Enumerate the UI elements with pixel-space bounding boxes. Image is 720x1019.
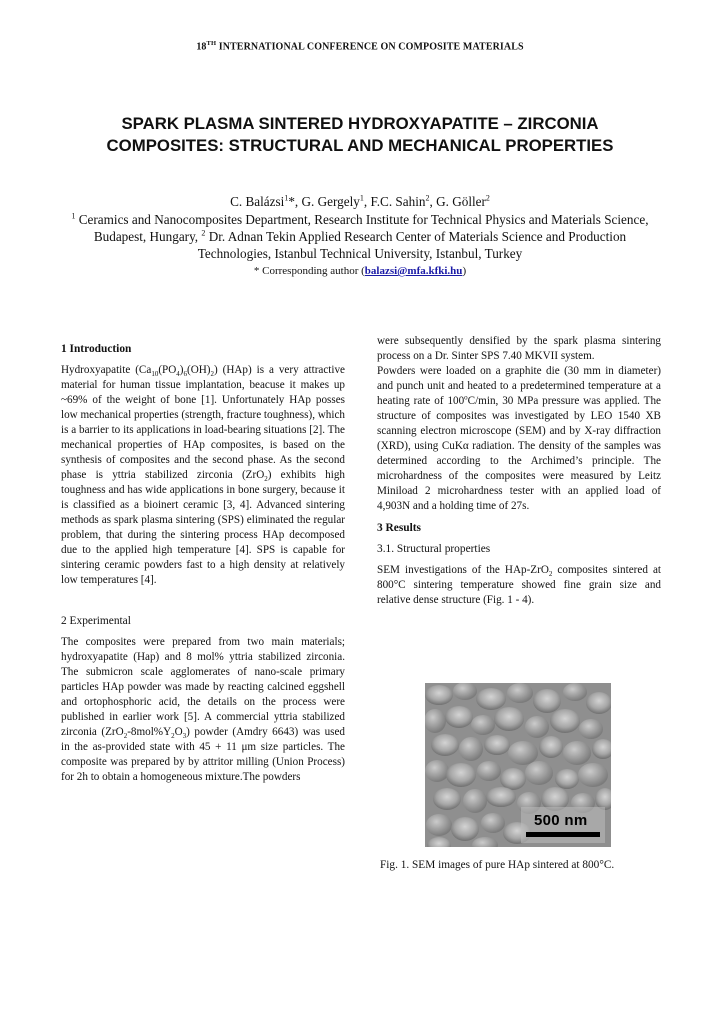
figure-caption: Fig. 1. SEM images of pure HAp sintered at 800°C. bbox=[380, 859, 615, 871]
affiliation-marker: 2 bbox=[485, 193, 490, 203]
author-name: C. Balázsi bbox=[230, 194, 285, 209]
author-name: , G. Göller bbox=[429, 194, 486, 209]
section-heading-results: 3 Results bbox=[377, 522, 421, 534]
author-name: G. Gergely bbox=[301, 194, 360, 209]
author-name: , F.C. Sahin bbox=[363, 194, 426, 209]
affiliation-marker: 2 bbox=[425, 193, 430, 203]
section-heading-experimental: 2 Experimental bbox=[61, 615, 131, 627]
results-paragraph: SEM investigations of the HAp-ZrO$_2$ composites sintered at 800°C sintering temperature showed fine grain size and relative dense structure (Fig. 1 - 4). bbox=[377, 564, 661, 606]
section-heading-introduction: 1 Introduction bbox=[61, 343, 132, 355]
affiliation-marker: 1 bbox=[284, 193, 289, 203]
author-block bbox=[60, 193, 660, 280]
affiliation-marker: 1 bbox=[359, 193, 364, 203]
author-list: C. Balázsi$^1$*, G. Gergely$^1$, F.C. Sahin$^2$, G. Göller$^2$ bbox=[230, 193, 490, 209]
left-column bbox=[61, 342, 345, 785]
ordinal-suffix: TH bbox=[206, 40, 217, 47]
corresponding-author: * Corresponding author (balazsi@mfa.kfki.hu) bbox=[253, 265, 467, 277]
scale-bar-label: 500 nm bbox=[534, 812, 588, 829]
conference-number: 18 bbox=[196, 41, 207, 53]
affiliations: $^1$ Ceramics and Nanocomposites Department, Research Institute for Technical Physics and Materials Science, Budapest, Hungary, $^2$ Dr. Adnan Tekin Applied Research Center of Materials Science and Production Technologies, Istanbul Technical University, Istanbul, Turkey bbox=[71, 211, 649, 261]
sem-micrograph bbox=[425, 683, 611, 847]
conference-header bbox=[0, 40, 720, 52]
scale-bar bbox=[526, 832, 600, 837]
paper-title: SPARK PLASMA SINTERED HYDROXYAPATITE – ZIRCONIA COMPOSITES: STRUCTURAL AND MECHANICAL PROPERTIES bbox=[106, 114, 614, 155]
email-link[interactable]: balazsi@mfa.kfki.hu bbox=[364, 265, 463, 277]
subsection-heading-structural: 3.1. Structural properties bbox=[377, 543, 491, 555]
conference-name: INTERNATIONAL CONFERENCE ON COMPOSITE MATERIALS bbox=[216, 41, 524, 53]
sintering-paragraph: were subsequently densified by the spark plasma sintering process on a Dr. Sinter SPS 7.40 MKVII system. bbox=[377, 335, 661, 362]
methods-paragraph: Powders were loaded on a graphite die (30 mm in diameter) and punch unit and heated to a predetermined temperature at a heating rate of 100$^o$C/min, 30 MPa pressure was applied. The structure of composites was investigated by LEO 1540 XB scanning electron microscope (SEM) and by X-ray diffraction (XRD), using CuKα radiation. The density of the samples was determined according to the Archimed’s principle. The microhardness of the composites were measured by Leitz Miniload 2 microhardness tester with an applied load of 4,903N and a holding time of 27s. bbox=[377, 365, 661, 512]
introduction-paragraph: Hydroxyapatite $(Ca_{10}(PO_4)_6(OH)_2)$ (HAp) is a very attractive material for human tissue implantation, beacuse it makes up ~69% of the weight of bone [1]. Unfortunately HAp posses low mechanical properties (strength, fracture toughness), which is a barrier to its applications in load-bearing situations [2]. The mechanical properties of HAp composites, is based on the synthesis of composites and the second phase. As the second phase is yttria stabilized zirconia (ZrO$_2$) exhibits high toughness and has wide applications in bone surgery, because it is classified as a bioinert ceramic [3, 4]. Advanced sintering methods as spark plasma sintering (SPS) eliminated the regular problem, that during the sintering process HAp decomposed due to the applied high temperature [4]. SPS is capable for sintering ceramic powders fast to a high density at relatively low temperatures [4]. bbox=[61, 364, 346, 586]
right-column bbox=[377, 334, 661, 608]
experimental-paragraph: The composites were prepared from two main materials; hydroxyapatite (Hap) and 8 mol% yttria stabilized zirconia. The submicron scale agglomerates of nano-scale primary particles HAp powder was made by reacting calcined eggshell and ortophosphoric acid, the details on the process were published in earlier work [5]. A commercial yttria stabilized zirconia $(ZrO_2-8mol\%Y_2O_3)$ powder (Amdry 6643) was used in the as-provided state with 45 + 11 μm size particles. The composite was prepared by by attritor milling (Union Process) for 2h to obtain a homogeneous mixture.The powders bbox=[61, 636, 345, 783]
